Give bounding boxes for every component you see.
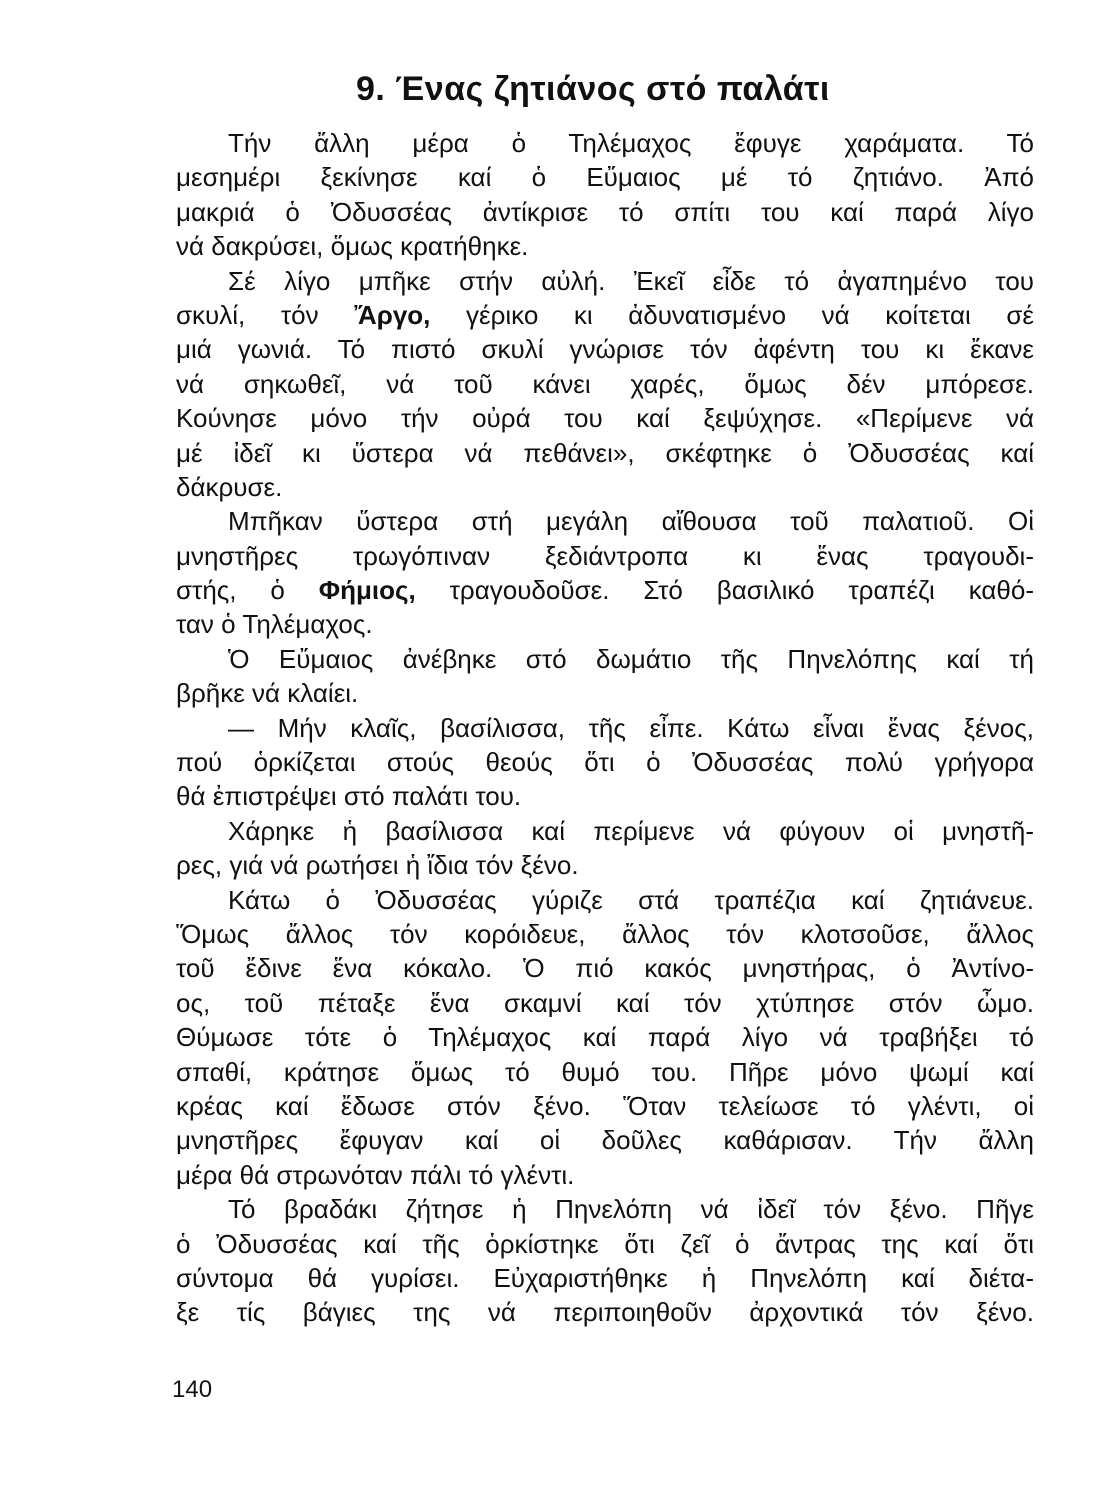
chapter-title: 9. Ένας ζητιάνος στό παλάτι [356, 70, 830, 108]
text-line [176, 745, 1034, 779]
text-line [176, 126, 1034, 160]
text-line-content: πού ὁρκίζεται στούς θεούς ὅτι ὁ Ὀδυσσέας πολύ γρήγορα [176, 747, 1034, 778]
text-line-content: Χάρηκε ἡ βασίλισσα καί περίμενε νά φύγουν οἱ μνηστῆ- [228, 815, 1034, 846]
text-line [176, 1192, 1034, 1226]
text-line-content: μέ ἰδεῖ κι ὕστερα νά πεθάνει», σκέφτηκε ὁ Ὀδυσσέας καί [176, 437, 1034, 468]
text-line [176, 779, 1034, 813]
text-line-content: ξε τίς βάγιες της νά περιποιηθοῦν ἀρχοντικά τόν ξένο. [176, 1297, 1034, 1328]
text-line [176, 332, 1034, 366]
text-line [176, 504, 1034, 538]
text-line-content: Σέ λίγο μπῆκε στήν αὐλή. Ἐκεῖ εἶδε τό ἀγαπημένο του [228, 265, 1034, 296]
text-line-content: Θύμωσε τότε ὁ Τηλέμαχος καί παρά λίγο νά τραβήξει τό [176, 1022, 1034, 1053]
text-line [176, 848, 1034, 882]
text-line [176, 160, 1034, 194]
text-line [176, 539, 1034, 573]
text-line-content: τοῦ ἔδινε ἕνα κόκαλο. Ὁ πιό κακός μνηστήρας, ὁ Ἀντίνο- [176, 953, 1034, 984]
page-number: 140 [172, 1376, 213, 1403]
text-line-content: σκυλί, τόν [176, 299, 355, 330]
text-line-content: μεσημέρι ξεκίνησε καί ὁ Εὔμαιος μέ τό ζητιάνο. Ἀπό [176, 162, 1034, 193]
text-line [176, 642, 1034, 676]
text-line [176, 883, 1034, 917]
text-line [176, 436, 1034, 470]
text-line [176, 470, 1034, 504]
text-line-content: στής, ὁ [176, 575, 319, 606]
text-line [176, 1123, 1034, 1157]
text-line-content: ταν ὁ Τηλέμαχος. [176, 609, 373, 640]
text-line [176, 1055, 1034, 1089]
text-line [176, 367, 1034, 401]
text-line-content: κρέας καί ἔδωσε στόν ξένο. Ὅταν τελείωσε τό γλέντι, οἱ [176, 1090, 1034, 1121]
text-line-content: μακριά ὁ Ὀδυσσέας ἀντίκρισε τό σπίτι του καί παρά λίγο [176, 196, 1034, 227]
text-line [176, 298, 1034, 332]
text-line-content: — Μήν κλαῖς, βασίλισσα, τῆς εἶπε. Κάτω εἶναι ἕνας ξένος, [228, 712, 1034, 743]
text-line [176, 676, 1034, 710]
text-line [176, 951, 1034, 985]
text-line-content: Κούνησε μόνο τήν οὐρά του καί ξεψύχησε. «Περίμενε νά [176, 403, 1034, 434]
text-line [176, 573, 1034, 607]
text-line-continuation: γέρικο κι ἀδυνατισμένο νά κοίτεται σέ [430, 299, 1034, 330]
text-line [176, 1261, 1034, 1295]
text-line-content: μνηστῆρες τρωγόπιναν ξεδιάντροπα κι ἕνας τραγουδι- [176, 540, 1034, 571]
text-line-content: Κάτω ὁ Ὀδυσσέας γύριζε στά τραπέζια καί ζητιάνευε. [228, 884, 1034, 915]
text-line-content: μιά γωνιά. Τό πιστό σκυλί γνώρισε τόν ἀφέντη του κι ἔκανε [176, 334, 1034, 365]
text-line-content: νά δακρύσει, ὅμως κρατήθηκε. [176, 231, 529, 262]
text-line-content: Τήν ἄλλη μέρα ὁ Τηλέμαχος ἔφυγε χαράματα. Τό [228, 128, 1034, 158]
text-line-continuation: τραγουδοῦσε. Στό βασιλικό τραπέζι καθό- [415, 575, 1034, 606]
text-line-content: ρες, γιά νά ρωτήσει ἡ ἴδια τόν ξένο. [176, 850, 579, 881]
text-line [176, 1295, 1034, 1329]
text-line [176, 1227, 1034, 1261]
text-line-content: νά σηκωθεῖ, νά τοῦ κάνει χαρές, ὅμως δέν μπόρεσε. [176, 368, 1034, 399]
text-line-content: σπαθί, κράτησε ὅμως τό θυμό του. Πῆρε μόνο ψωμί καί [176, 1056, 1034, 1087]
text-line [176, 917, 1034, 951]
text-line [176, 1158, 1034, 1192]
text-line [176, 986, 1034, 1020]
text-line-content: μνηστῆρες ἔφυγαν καί οἱ δοῦλες καθάρισαν. Τήν ἄλλη [176, 1125, 1034, 1156]
text-line-content: βρῆκε νά κλαίει. [176, 678, 359, 709]
text-line-content: Τό βραδάκι ζήτησε ἡ Πηνελόπη νά ἰδεῖ τόν ξένο. Πῆγε [228, 1194, 1034, 1225]
text-line-content: Μπῆκαν ὕστερα στή μεγάλη αἴθουσα τοῦ παλατιοῦ. Οἱ [228, 506, 1034, 537]
text-line [176, 1089, 1034, 1123]
text-line-content: δάκρυσε. [176, 471, 283, 502]
text-line-content: ος, τοῦ πέταξε ἕνα σκαμνί καί τόν χτύπησε στόν ὦμο. [176, 987, 1034, 1018]
bold-name: Ἄργο, [354, 299, 431, 330]
body-text [176, 126, 1034, 1330]
text-line [176, 814, 1034, 848]
text-line-content: θά ἐπιστρέψει στό παλάτι του. [176, 781, 522, 812]
bold-name: Φήμιος, [318, 575, 416, 606]
text-line-content: Ὁ Εὔμαιος ἀνέβηκε στό δωμάτιο τῆς Πηνελόπης καί τή [228, 643, 1034, 674]
text-line [176, 401, 1034, 435]
text-line-content: μέρα θά στρωνόταν πάλι τό γλέντι. [176, 1159, 575, 1190]
text-line-content: ὁ Ὀδυσσέας καί τῆς ὁρκίστηκε ὅτι ζεῖ ὁ ἄντρας της καί ὅτι [176, 1228, 1034, 1259]
text-line-content: Ὅμως ἄλλος τόν κορόιδευε, ἄλλος τόν κλοτσοῦσε, ἄλλος [176, 918, 1034, 949]
text-line [176, 1020, 1034, 1054]
text-line [176, 607, 1034, 641]
text-line [176, 264, 1034, 298]
text-line [176, 711, 1034, 745]
text-line-content: σύντομα θά γυρίσει. Εὐχαριστήθηκε ἡ Πηνελόπη καί διέτα- [176, 1262, 1034, 1293]
text-line [176, 195, 1034, 229]
text-line [176, 229, 1034, 263]
